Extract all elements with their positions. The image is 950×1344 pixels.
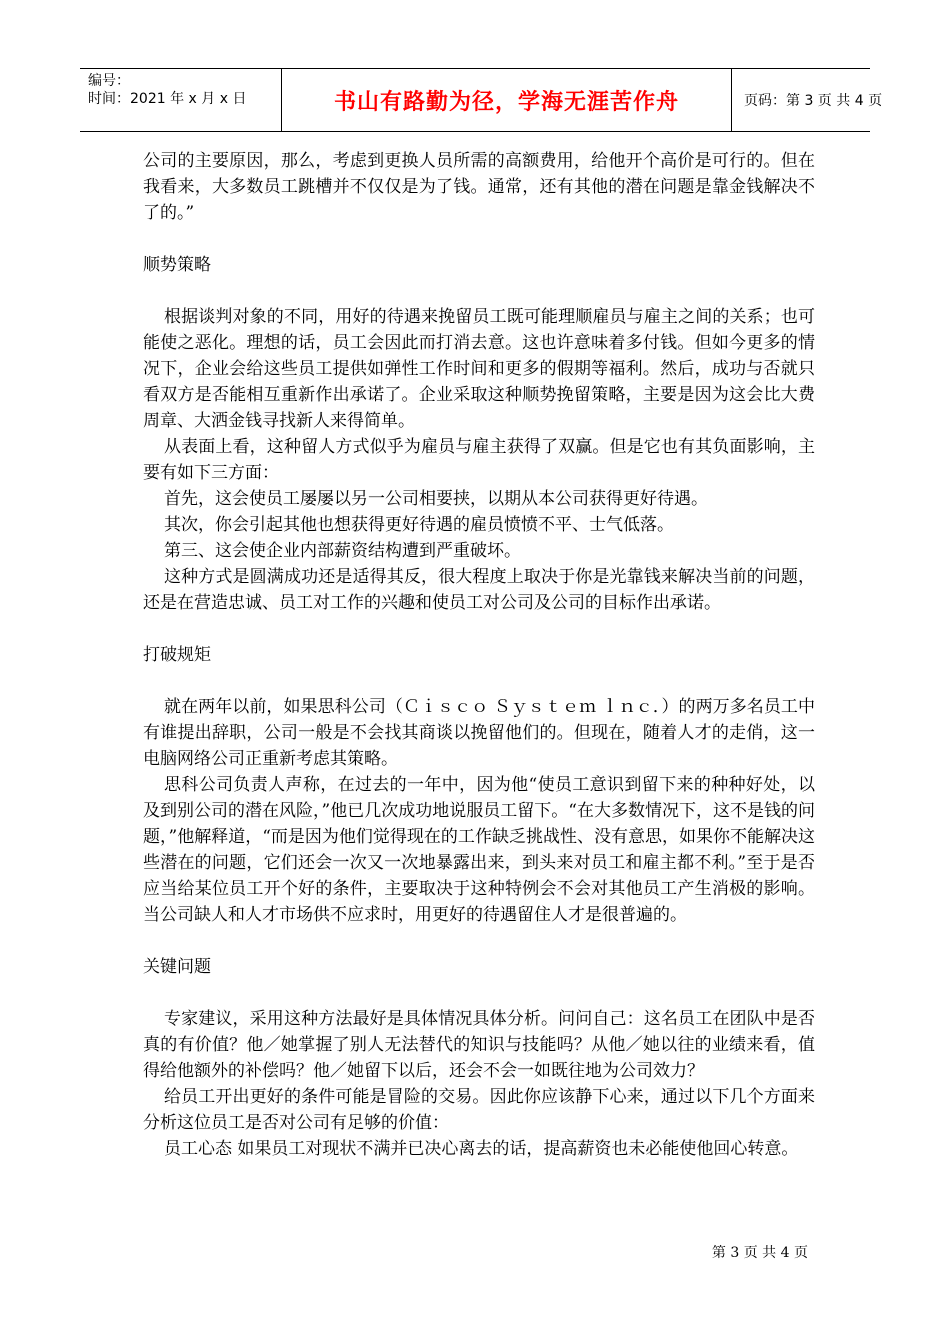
document-body	[143, 148, 815, 1162]
header-meta-cell	[80, 69, 282, 131]
paragraph: 给员工开出更好的条件可能是冒险的交易。因此你应该静下心来，通过以下几个方面来分析这位员工是否对公司有足够的价值：	[143, 1087, 815, 1133]
page-footer: 第 3 页 共 4 页	[711, 1245, 808, 1261]
paragraph: 公司的主要原因，那么，考虑到更换人员所需的高额费用，给他开个高价是可行的。但在我看来，大多数员工跳槽并不仅仅是为了钱。通常，还有其他的潜在问题是靠金钱解决不了的。”	[143, 151, 815, 223]
paragraph: 这种方式是圆满成功还是适得其反，很大程度上取决于你是光靠钱来解决当前的问题，还是在营造忠诚、员工对工作的兴趣和使员工对公司及公司的目标作出承诺。	[143, 567, 815, 613]
document-date-label: 时间：2021 年 x 月 x 日	[88, 91, 247, 107]
section-heading: 顺势策略	[143, 255, 211, 275]
paragraph: 其次，你会引起其他也想获得更好待遇的雇员愤愤不平、士气低落。	[164, 515, 674, 535]
document-number-label: 编号：	[88, 73, 130, 89]
section-heading: 关键问题	[143, 957, 211, 977]
paragraph: 首先，这会使员工屡屡以另一公司相要挟，以期从本公司获得更好待遇。	[164, 489, 708, 509]
paragraph: 第三、这会使企业内部薪资结构遭到严重破坏。	[164, 541, 521, 561]
paragraph: 思科公司负责人声称，在过去的一年中，因为他“使员工意识到留下来的种种好处，以及到别公司的潜在风险，”他已几次成功地说服员工留下。“在大多数情况下，这不是钱的问题，”他解释道，“而是因为他们觉得现在的工作缺乏挑战性、没有意思，如果你不能解决这些潜在的问题，它们还会一次又一次地暴露出来，到头来对员工和雇主都不利。”至于是否应当给某位员工开个好的条件，主要取决于这种特例会不会对其他员工产生消极的影响。当公司缺人和人才市场供不应求时，用更好的待遇留住人才是很普遍的。	[143, 775, 815, 925]
paragraph: 根据谈判对象的不同，用好的待遇来挽留员工既可能理顺雇员与雇主之间的关系；也可能使之恶化。理想的话，员工会因此而打消去意。这也许意味着多付钱。但如今更多的情况下，企业会给这些员工提供如弹性工作时间和更多的假期等福利。然后，成功与否就只看双方是否能相互重新作出承诺了。企业采取这种顺势挽留策略，主要是因为这会比大费周章、大洒金钱寻找新人来得简单。	[143, 307, 815, 431]
paragraph: 从表面上看，这种留人方式似乎为雇员与雇主获得了双赢。但是它也有其负面影响，主要有如下三方面：	[143, 437, 815, 483]
page-header	[80, 68, 883, 132]
paragraph: 专家建议，采用这种方法最好是具体情况具体分析。问问自己：这名员工在团队中是否真的有价值？他／她掌握了别人无法替代的知识与技能吗？从他／她以往的业绩来看，值得给他额外的补偿吗？他／她留下以后，还会不会一如既往地为公司效力？	[143, 1009, 815, 1081]
header-page-info: 页码：第 3 页 共 4 页	[744, 93, 883, 109]
paragraph: 员工心态 如果员工对现状不满并已决心离去的话，提高薪资也未必能使他回心转意。	[164, 1139, 799, 1159]
section-heading: 打破规矩	[143, 645, 211, 665]
header-motto: 书山有路勤为径，学海无涯苦作舟	[333, 89, 679, 115]
header-page-cell	[732, 69, 883, 131]
paragraph: 就在两年以前，如果思科公司（Ｃｉｓｃｏ Ｓｙｓｔｅｍ ｌｎｃ．）的两万多名员工中有谁提出辞职，公司一般是不会找其商谈以挽留他们的。但现在，随着人才的走俏，这一电脑网络公司正重新考虑其策略。	[143, 697, 815, 769]
header-motto-cell	[282, 69, 732, 131]
